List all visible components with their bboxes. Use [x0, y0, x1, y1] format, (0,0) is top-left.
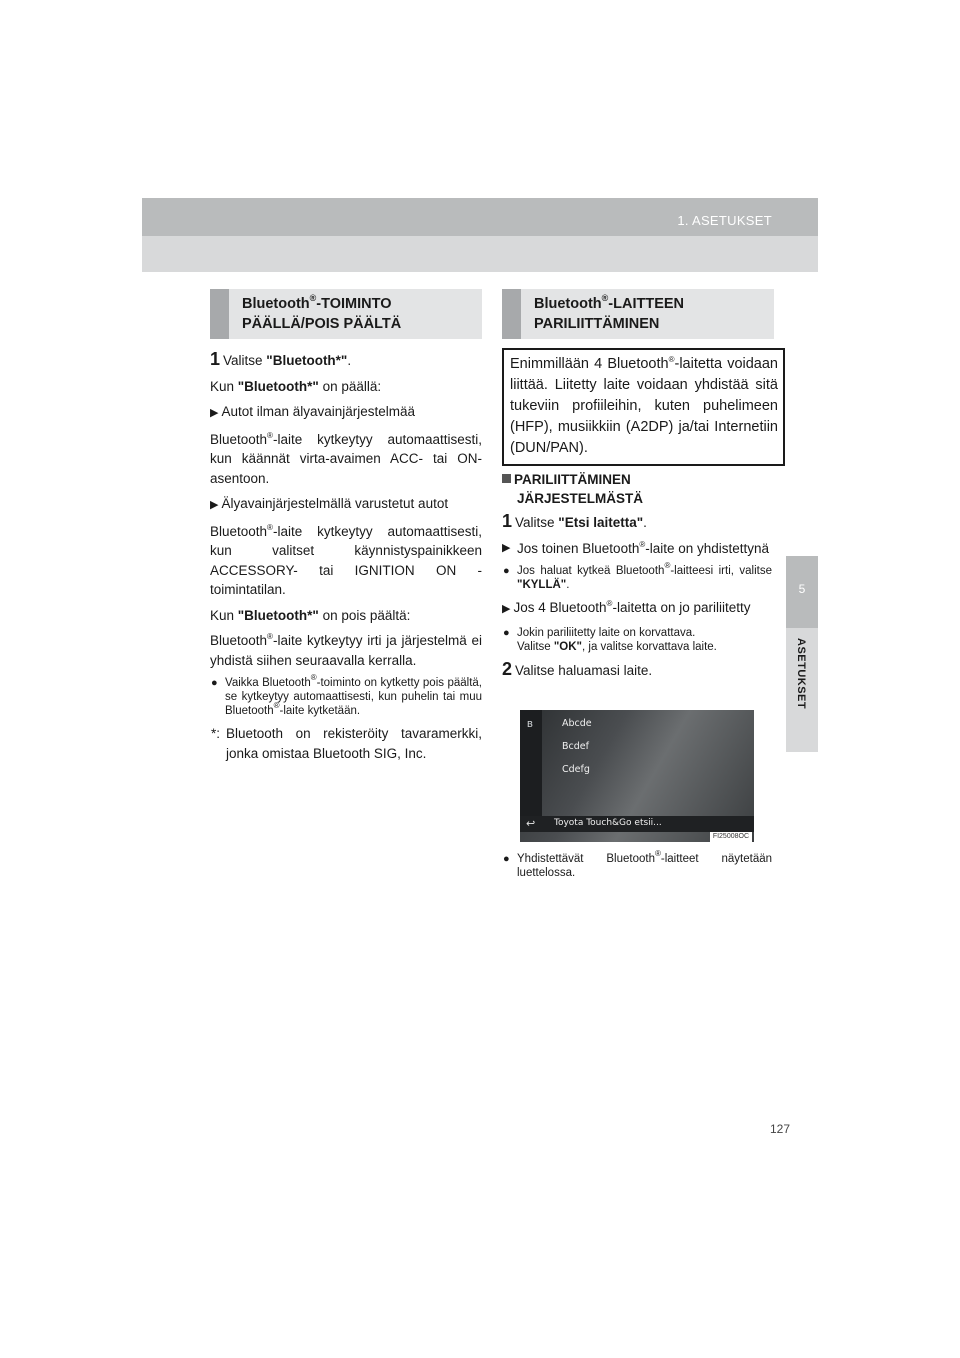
- case-four-paired: ▶ Jos 4 Bluetooth®-laitetta on jo pariliitetty: [502, 599, 751, 615]
- step-2: 2 Valitse haluamasi laite.: [502, 658, 653, 679]
- bullet-icon: ●: [503, 626, 510, 639]
- case-no-smartkey: ▶ Autot ilman älyavainjärjestelmää: [210, 404, 416, 419]
- section-title: Bluetooth®-TOIMINTO PÄÄLLÄ/POIS PÄÄLTÄ: [242, 293, 402, 332]
- chapter-title: 1. ASETUKSET: [677, 213, 772, 228]
- section-title: Bluetooth®-LAITTEEN PARILIITTÄMINEN: [534, 293, 685, 332]
- triangle-right-icon: ▶: [502, 541, 511, 554]
- on-heading: Kun "Bluetooth*" on päällä:: [210, 378, 382, 394]
- page-number: 127: [770, 1122, 791, 1136]
- case-smartkey: ▶ Älyavainjärjestelmällä varustetut autot: [210, 496, 449, 511]
- left-column: [210, 350, 482, 769]
- note-disconnect: ● Jos haluat kytkeä Bluetooth®-laitteesi irti, valitse "KYLLÄ".: [503, 561, 773, 591]
- back-arrow-icon[interactable]: ↩: [526, 818, 536, 830]
- step-1: 1 Valitse "Bluetooth*".: [210, 349, 352, 369]
- triangle-right-icon: ▶: [210, 499, 219, 511]
- section-head-pairing: [502, 289, 774, 339]
- triangle-right-icon: ▶: [210, 407, 219, 419]
- triangle-right-icon: ▶: [502, 603, 511, 615]
- bluetooth-icon: ʙ: [527, 718, 533, 730]
- case-no-smartkey-text: Bluetooth®-laite kytkeytyy automaattisesti, kun käännät virta-avaimen ACC- tai ON-asentoon.: [210, 430, 482, 486]
- subsection-heading: PARILIITTÄMINEN JÄRJESTELMÄSTÄ: [502, 470, 643, 508]
- square-bullet-icon: [502, 474, 511, 483]
- screen-sidebar: [520, 710, 542, 820]
- bullet-icon: ●: [503, 565, 510, 577]
- info-box: Enimmillään 4 Bluetooth®-laitetta voidaan liittää. Liitetty laite voidaan yhdistää sitä tukeviin profiileihin, kuten puhelimeen (HFP), musiikkiin (A2DP) ja/tai Internetiin (DUN/PAN).: [502, 348, 785, 466]
- search-status: Toyota Touch&Go etsii...: [554, 818, 662, 828]
- section-head-bt-toggle: [210, 289, 482, 339]
- chapter-label: ASETUKSET: [795, 638, 807, 710]
- off-heading: Kun "Bluetooth*" on pois päältä:: [210, 607, 411, 623]
- device-list-screenshot: [520, 710, 754, 842]
- bullet-icon: ●: [503, 853, 510, 865]
- device-list-item[interactable]: Abcde: [562, 718, 592, 729]
- side-tab-label: [786, 628, 818, 752]
- chapter-number: 5: [798, 582, 806, 596]
- figure-code: FI25008OC: [710, 832, 752, 842]
- section-head-bar: [502, 289, 521, 339]
- section-head-bar: [210, 289, 229, 339]
- note-device-list: ● Yhdistettävät Bluetooth®-laitteet näytetään luettelossa.: [503, 849, 773, 879]
- header-subband: [142, 236, 818, 272]
- note-bullet: ● Vaikka Bluetooth®-toiminto on kytketty pois päältä, se kytkeytyy automaattisesti, kun puhelin tai muu Bluetooth®-laite kytketään.: [211, 673, 483, 717]
- footnote: *: Bluetooth on rekisteröity tavaramerkki, jonka omistaa Bluetooth SIG, Inc.: [211, 726, 482, 761]
- side-tab-number: [786, 556, 818, 628]
- note-replace: ● Jokin pariliitetty laite on korvattava. Valitse "OK", ja valitse korvattava laite.: [503, 626, 717, 653]
- header-band: [142, 198, 818, 236]
- right-column: [502, 512, 772, 686]
- case-smartkey-text: Bluetooth®-laite kytkeytyy automaattisesti, kun valitset käynnistyspainikkeen ACCESSORY- tai IGNITION ON -toimintatilan.: [210, 522, 482, 597]
- device-list-item[interactable]: Cdefg: [562, 764, 590, 775]
- case-device-connected: ▶ Jos toinen Bluetooth®-laite on yhdistettynä: [502, 539, 772, 559]
- screen-status-bar: [520, 816, 754, 832]
- right-column-bottom: [502, 849, 773, 886]
- step-1: 1 Valitse "Etsi laitetta".: [502, 511, 647, 531]
- device-list-item[interactable]: Bcdef: [562, 741, 589, 752]
- off-text: Bluetooth®-laite kytkeytyy irti ja järjestelmä ei yhdistä siihen seuraavalla kerralla.: [210, 632, 482, 668]
- bullet-icon: ●: [211, 677, 218, 689]
